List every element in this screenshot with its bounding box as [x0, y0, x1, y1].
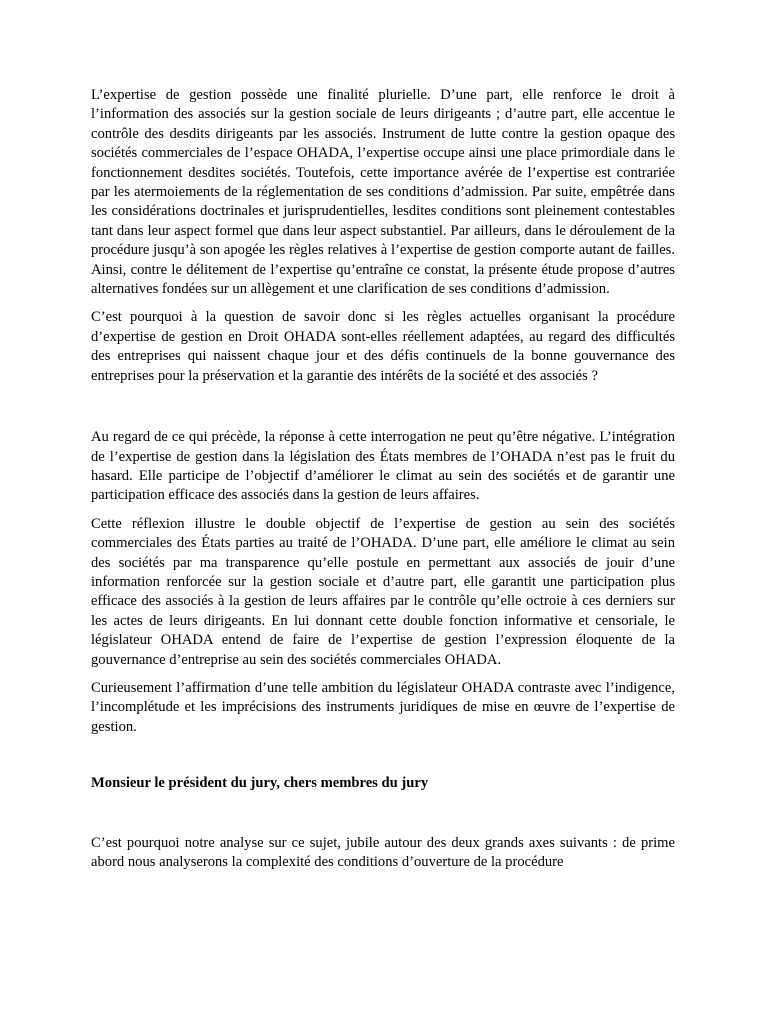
- paragraph-body-2: Cette réflexion illustre le double objectif de l’expertise de gestion au sein des sociétés commerciales des États parties au traité de l’OHADA. D’une part, elle améliore le climat au sein des sociétés par ma transparence qu’elle postule en permettant aux associés de jouir d’une information renforcée sur la gestion sociale et d’autre part, elle garantit une participation plus efficace des associés à la gestion de leurs affaires par le contrôle qu’elle octroie à ces derniers sur les actes de leurs dirigeants. En lui donnant cette double fonction informative et censoriale, le législateur OHADA entend de faire de l’expertise de gestion l’expression éloquente de la gouvernance d’entreprise au sein des sociétés commerciales OHADA.: [91, 515, 675, 668]
- paragraph-intro-1: L’expertise de gestion possède une finalité plurielle. D’une part, elle renforce le droit à l’information des associés sur la gestion sociale de leurs dirigeants ; d’autre part, elle accentue le contrôle des desdits dirigeants par les associés. Instrument de lutte contre la gestion opaque des sociétés commerciales de l’espace OHADA, l’expertise occupe ainsi une place primordiale dans le fonctionnement desdites sociétés. Toutefois, cette importance avérée de l’expertise est contrariée par les atermoiements de la réglementation de ses conditions d’admission. Par suite, empêtrée dans les considérations doctrinales et jurisprudentielles, lesdites conditions sont pleinement contestables tant dans leur aspect formel que dans leur aspect substantiel. Par ailleurs, dans le déroulement de la procédure jusqu’à son apogée les règles relatives à l’expertise de gestion comporte autant de failles. Ainsi, contre le délitement de l’expertise qu’entraîne ce constat, la présente étude propose d’autres alternatives fondées sur un allègement et une clarification de ses conditions d’admission.: [91, 87, 675, 298]
- paragraph-intro-2: C’est pourquoi à la question de savoir donc si les règles actuelles organisant la procédure d’expertise de gestion en Droit OHADA sont-elles réellement adaptées, au regard des difficultés des entreprises qui naissent chaque jour et des défis continuels de la bonne gouvernance des entreprises pour la préservation et la garantie des intérêts de la société et des associés ?: [91, 309, 675, 384]
- document-page: [91, 86, 675, 881]
- spacer: [91, 794, 675, 834]
- spacer: [91, 395, 675, 428]
- paragraph-body-3: Curieusement l’affirmation d’une telle ambition du législateur OHADA contraste avec l’indigence, l’incomplétude et les imprécisions des instruments juridiques de mise en œuvre de l’expertise de gestion.: [91, 679, 675, 735]
- section-heading: Monsieur le président du jury, chers membres du jury: [91, 775, 429, 792]
- paragraph-final: C’est pourquoi notre analyse sur ce sujet, jubile autour des deux grands axes suivants : de prime abord nous analyserons la complexité des conditions d’ouverture de la procédure: [91, 834, 675, 870]
- paragraph-body-1: Au regard de ce qui précède, la réponse à cette interrogation ne peut qu’être négative. L’intégration de l’expertise de gestion dans la législation des États membres de l’OHADA n’est pas le fruit du hasard. Elle participe de l’objectif d’améliorer le climat au sein des sociétés et de garantir une participation efficace des associés dans la gestion de leurs affaires.: [91, 429, 675, 504]
- spacer: [91, 746, 675, 774]
